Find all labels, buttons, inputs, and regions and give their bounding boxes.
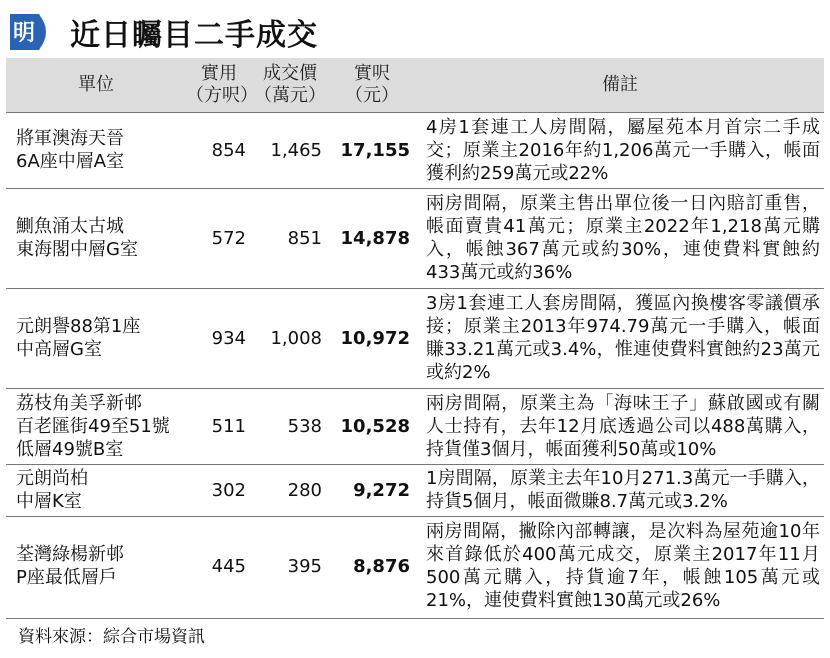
cell-area: 445 [186,516,252,616]
cell-psf: 9,272 [328,464,416,516]
cell-area: 511 [186,388,252,464]
cell-area: 302 [186,464,252,516]
page-title: 近日矚目二手成交 [70,18,318,53]
cell-note: 兩房間隔，撇除內部轉讓，是次料為屋苑逾10年來首錄低於400萬元成交，原業主2017年11月500萬元購入，持貨逾7年，帳蝕105萬元或21%，連使費料實蝕130萬元或26% [416,516,824,616]
cell-psf: 17,155 [328,112,416,188]
cell-psf: 10,972 [328,288,416,388]
table-row [6,464,824,516]
cell-note: 兩房間隔，原業主為「海味王子」蘇啟國或有關人士持有，去年12月底透過公司以488萬購入，持貨僅3個月，帳面獲利50萬或10% [416,388,824,464]
table-row [6,388,824,464]
cell-psf: 8,876 [328,516,416,616]
cell-note: 1房間隔，原業主去年10月271.3萬元一手購入，持貨5個月，帳面微賺8.7萬元或3.2% [416,464,824,516]
cell-price: 538 [252,388,328,464]
cell-price: 280 [252,464,328,516]
cell-unit: 元朗尚柏 中層K室 [6,464,186,516]
cell-price: 1,008 [252,288,328,388]
col-header-price: 成交價 （萬元） [254,62,326,106]
col-header-area: 實用 （方呎） [186,62,258,106]
cell-unit: 元朗譽88第1座 中高層G室 [6,288,186,388]
cell-unit: 荃灣綠楊新邨 P座最低層戶 [6,516,186,616]
transactions-table [6,58,824,616]
cell-note: 兩房間隔，原業主售出單位後一日內賠訂重售，帳面賣貴41萬元；原業主2022年1,218萬元購入，帳蝕367萬元或約30%，連使費料實蝕約433萬元或約36% [416,188,824,288]
col-header-psf: 實呎 （元） [345,62,399,106]
logo-badge-icon [6,10,56,54]
table-row [6,516,824,616]
cell-price: 851 [252,188,328,288]
cell-unit: 荔枝角美孚新邨 百老匯街49至51號 低層49號B室 [6,388,186,464]
col-header-note: 備註 [602,73,638,95]
cell-unit: 鰂魚涌太古城 東海閣中層G室 [6,188,186,288]
footer-divider [6,618,824,619]
source-note: 資料來源：綜合市場資訊 [18,627,205,647]
cell-unit: 將軍澳海天晉 6A座中層A室 [6,112,186,188]
logo-char: 明 [12,21,36,46]
cell-psf: 10,528 [328,388,416,464]
cell-area: 934 [186,288,252,388]
cell-area: 854 [186,112,252,188]
col-header-unit: 單位 [78,73,114,95]
cell-note: 4房1套連工人房間隔，屬屋苑本月首宗二手成交；原業主2016年約1,206萬元一手購入，帳面獲利約259萬元或22% [416,112,824,188]
cell-price: 395 [252,516,328,616]
cell-area: 572 [186,188,252,288]
header [6,8,318,56]
table-row [6,288,824,388]
cell-psf: 14,878 [328,188,416,288]
cell-price: 1,465 [252,112,328,188]
cell-note: 3房1套連工人套房間隔，獲區內換樓客零議價承接；原業主2013年974.79萬元一手購入，帳面賺33.21萬元或3.4%，惟連使費料實蝕約23萬元或約2% [416,288,824,388]
table-row [6,188,824,288]
table-header-row [6,58,824,112]
table-row [6,112,824,188]
ming-pao-logo [6,10,56,54]
